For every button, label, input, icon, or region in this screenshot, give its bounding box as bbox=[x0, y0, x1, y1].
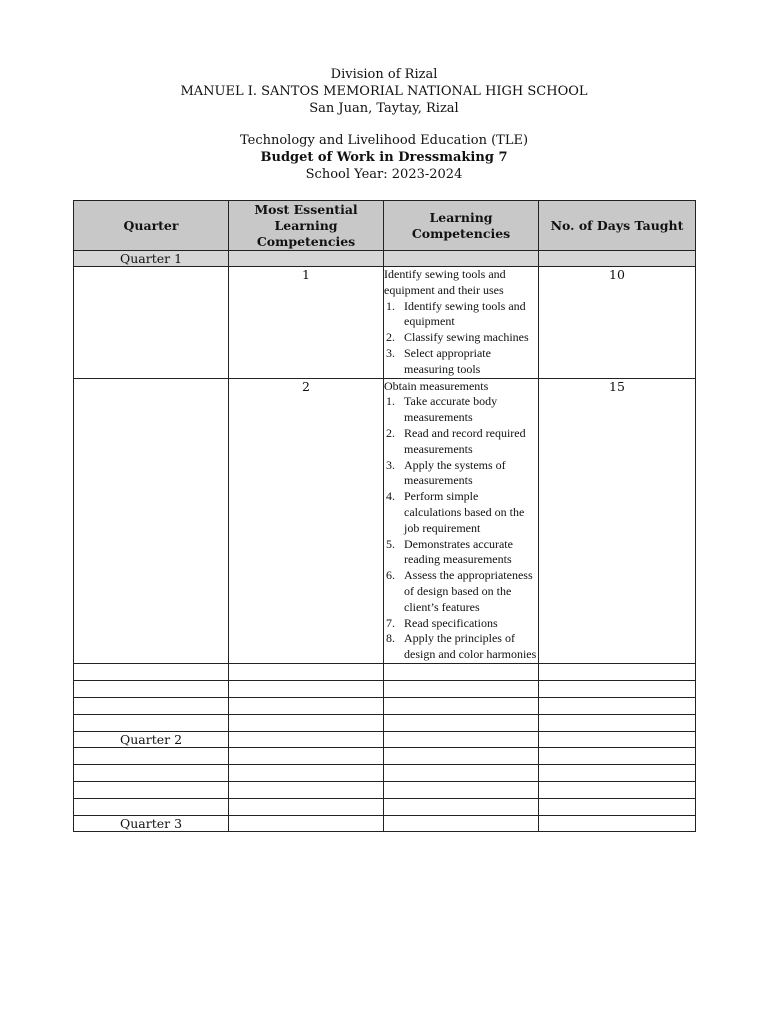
list-item: 5. Demonstrates accurate reading measurements bbox=[386, 536, 513, 567]
list-item: 4. Perform simple calculations based on the job requirement bbox=[386, 489, 525, 535]
list-item: 1. Identify sewing tools and equipment bbox=[386, 298, 526, 329]
empty-row bbox=[74, 680, 696, 697]
competency-title: Obtain measurements bbox=[384, 378, 489, 393]
competency-title: Identify sewing tools and equipment and their uses bbox=[384, 267, 506, 297]
school-name: MANUEL I. SANTOS MEMORIAL NATIONAL HIGH SCHOOL bbox=[180, 84, 588, 99]
document-header bbox=[0, 66, 768, 183]
quarter-label: Quarter 3 bbox=[119, 815, 183, 831]
competency-cell bbox=[384, 267, 539, 379]
school-address: San Juan, Taytay, Rizal bbox=[309, 101, 459, 116]
quarter-label: Quarter 2 bbox=[119, 731, 183, 747]
empty-row bbox=[74, 714, 696, 731]
column-header-learning-competencies: Learning Competencies bbox=[384, 201, 539, 251]
days-value: 15 bbox=[609, 378, 625, 394]
division-name: Division of Rizal bbox=[330, 67, 438, 82]
table-row bbox=[74, 267, 696, 379]
empty-row bbox=[74, 747, 696, 764]
list-item: 6. Assess the appropriateness of design based on the client’s features bbox=[386, 568, 533, 614]
table-cell bbox=[384, 251, 539, 267]
column-header-quarter: Quarter bbox=[74, 201, 229, 251]
quarter-label: Quarter 1 bbox=[119, 251, 183, 266]
empty-row bbox=[74, 663, 696, 680]
melc-cell bbox=[229, 378, 384, 663]
list-item: 3. Apply the systems of measurements bbox=[386, 457, 506, 488]
list-item: 7. Read specifications bbox=[386, 615, 498, 630]
empty-row bbox=[74, 798, 696, 815]
list-item: 2. Read and record required measurements bbox=[386, 425, 526, 456]
competency-list bbox=[384, 394, 538, 663]
melc-cell bbox=[229, 267, 384, 379]
table-cell bbox=[74, 378, 229, 663]
competency-cell bbox=[384, 378, 539, 663]
school-year: School Year: 2023-2024 bbox=[305, 167, 463, 182]
quarter-row bbox=[74, 251, 696, 267]
melc-number: 2 bbox=[302, 378, 310, 394]
melc-number: 1 bbox=[302, 267, 310, 282]
empty-row bbox=[74, 781, 696, 798]
quarter-cell bbox=[74, 731, 229, 747]
subject-name: Technology and Livelihood Education (TLE) bbox=[239, 133, 529, 148]
quarter-cell bbox=[74, 251, 229, 267]
table-row bbox=[74, 378, 696, 663]
quarter-row bbox=[74, 731, 696, 747]
list-item: 1. Take accurate body measurements bbox=[386, 394, 498, 425]
days-value: 10 bbox=[609, 267, 625, 282]
empty-row bbox=[74, 697, 696, 714]
table-cell bbox=[229, 251, 384, 267]
table-header-row bbox=[74, 201, 696, 251]
empty-row bbox=[74, 764, 696, 781]
list-item: 3. Select appropriate measuring tools bbox=[386, 345, 491, 376]
column-header-melc: Most Essential Learning Competencies bbox=[229, 201, 384, 251]
table-cell bbox=[74, 267, 229, 379]
competency-list bbox=[384, 299, 538, 378]
budget-of-work-table bbox=[73, 200, 696, 832]
quarter-row bbox=[74, 815, 696, 831]
list-item: 2. Classify sewing machines bbox=[386, 330, 529, 345]
table-cell bbox=[539, 251, 696, 267]
quarter-cell bbox=[74, 815, 229, 831]
days-cell bbox=[539, 267, 696, 379]
list-item: 8. Apply the principles of design and color harmonies bbox=[386, 631, 537, 662]
days-cell bbox=[539, 378, 696, 663]
document-title: Budget of Work in Dressmaking 7 bbox=[260, 150, 508, 165]
column-header-days-taught: No. of Days Taught bbox=[539, 201, 696, 251]
